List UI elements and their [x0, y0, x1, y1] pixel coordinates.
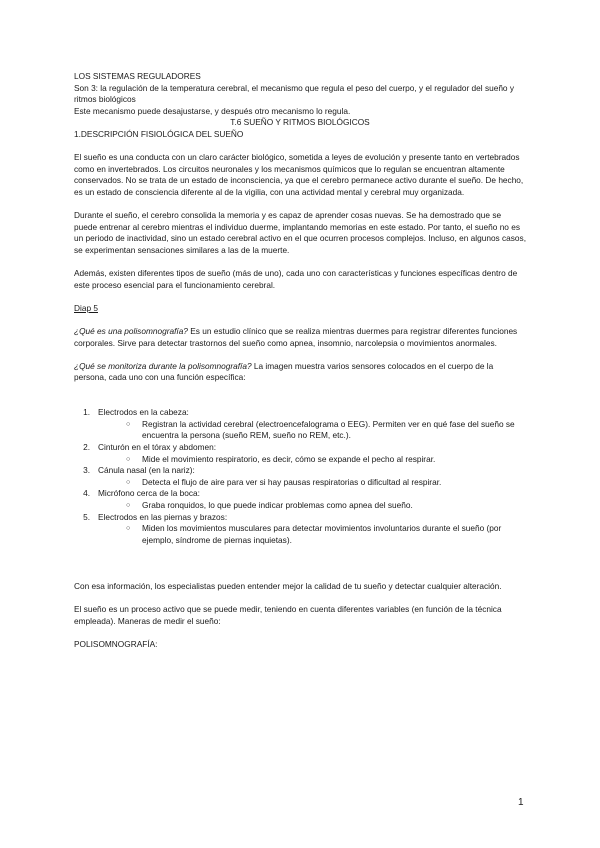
question-1-paragraph: [74, 326, 526, 349]
list-item: [83, 442, 526, 465]
list-item-detail: ○ Miden los movimientos musculares para detectar movimientos involuntarios durante el sueño (por ejemplo, síndrome de piernas inquietas).: [126, 523, 502, 545]
answer-2: La imagen muestra varios sensores colocados en el cuerpo de la persona, cada uno con una función específica:: [74, 360, 494, 383]
list-item: [83, 511, 526, 547]
question-2-paragraph: [74, 361, 526, 384]
list-item-number: 3.: [83, 465, 90, 476]
question-2: ¿Qué se monitoriza durante la polisomnografía?: [74, 360, 252, 371]
answer-1: Es un estudio clínico que se realiza mientras duermes para registrar diferentes funciones corporales. Sirve para detectar trastornos del sueño como apnea, insomnio, narcolepsia o movimientos anormales.: [74, 326, 518, 348]
header-line-1: LOS SISTEMAS REGULADORES: [74, 71, 201, 81]
circle-bullet-icon: ○: [126, 455, 131, 463]
circle-bullet-icon: ○: [126, 525, 131, 533]
circle-bullet-icon: ○: [126, 478, 131, 486]
page-number: 1: [518, 797, 524, 808]
list-item-title: Electrodos en la cabeza:: [98, 407, 189, 418]
list-item-detail: ○ Graba ronquidos, lo que puede indicar problemas como apnea del sueño.: [126, 499, 413, 510]
list-item-number: 4.: [83, 488, 90, 499]
paragraph-1: El sueño es una conducta con un claro carácter biológico, sometida a leyes de evolución y presente tanto en vertebrados como en invertebrados. Los circuitos neuronales y los mecanismos químicos que lo regulan se encuentran altamente conservados. No se trata de un estado de inconsciencia, ya que el cerebro permanece activo durante el sueño. De hecho, es un estado de consciencia diferente al de la vigilia, con una actividad mental y cerebral muy organizada.: [74, 152, 524, 197]
list-item-number: 2.: [83, 442, 90, 452]
diap-label: Diap 5: [74, 302, 98, 313]
list-item-detail: ○ Detecta el flujo de aire para ver si hay pausas respiratorias o dificultad al respirar.: [126, 476, 442, 487]
section1-title: 1.DESCRIPCIÓN FISIOLÓGICA DEL SUEÑO: [74, 128, 244, 139]
header-line-3: Este mecanismo puede desajustarse, y después otro mecanismo lo regula.: [74, 105, 351, 116]
list-item: [83, 407, 526, 442]
document-page: [74, 71, 526, 651]
paragraph-2: Durante el sueño, el cerebro consolida la memoria y es capaz de aprender cosas nuevas. Se ha demostrado que se puede entrenar al cerebro mientras el individuo duerme, implantando memorias en este estado. Por tanto, el sueño no es un periodo de inactividad, sino un estado cerebral activo en el que ocurren procesos complejos. Incluso, en algunos casos, se experimentan sensaciones similares a las de la muerte.: [74, 210, 526, 255]
header-line-2: Son 3: la regulación de la temperatura cerebral, el mecanismo que regula el peso del cuerpo, y el regulador del sueño y ritmos biológicos: [74, 82, 514, 105]
topic-title: T.6 SUEÑO Y RITMOS BIOLÓGICOS: [230, 117, 370, 128]
sensor-list: [74, 407, 526, 546]
paragraph-3: Además, existen diferentes tipos de sueño (más de uno), cada uno con características y funciones específicas dentro de este proceso esencial para el funcionamiento cerebral.: [74, 268, 518, 290]
paragraph-5: El sueño es un proceso activo que se puede medir, teniendo en cuenta diferentes variables (en función de la técnica empleada). Maneras de medir el sueño:: [74, 604, 502, 626]
list-item: [83, 465, 526, 488]
question-1: ¿Qué es una polisomnografía?: [74, 326, 188, 337]
list-item-detail: ○ Registran la actividad cerebral (electroencefalograma o EEG). Permiten ver en qué fase del sueño se encuentra la persona (sueño REM, sueño no REM, etc.).: [126, 418, 515, 441]
list-item-number: 5.: [83, 511, 90, 522]
list-item-title: Micrófono cerca de la boca:: [98, 488, 200, 499]
list-item-title: Cánula nasal (en la nariz):: [98, 465, 195, 476]
list-item: [83, 488, 526, 511]
polisomnografia-heading: POLISOMNOGRAFÍA:: [74, 639, 158, 650]
list-item-title: Cinturón en el tórax y abdomen:: [98, 442, 217, 452]
list-item-number: 1.: [83, 407, 90, 418]
circle-bullet-icon: ○: [126, 501, 131, 509]
paragraph-4: Con esa información, los especialistas pueden entender mejor la calidad de tu sueño y detectar cualquier alteración.: [74, 581, 502, 592]
list-item-detail: ○ Mide el movimiento respiratorio, es decir, cómo se expande el pecho al respirar.: [126, 453, 436, 464]
circle-bullet-icon: ○: [126, 420, 131, 428]
list-item-title: Electrodos en las piernas y brazos:: [98, 511, 228, 522]
